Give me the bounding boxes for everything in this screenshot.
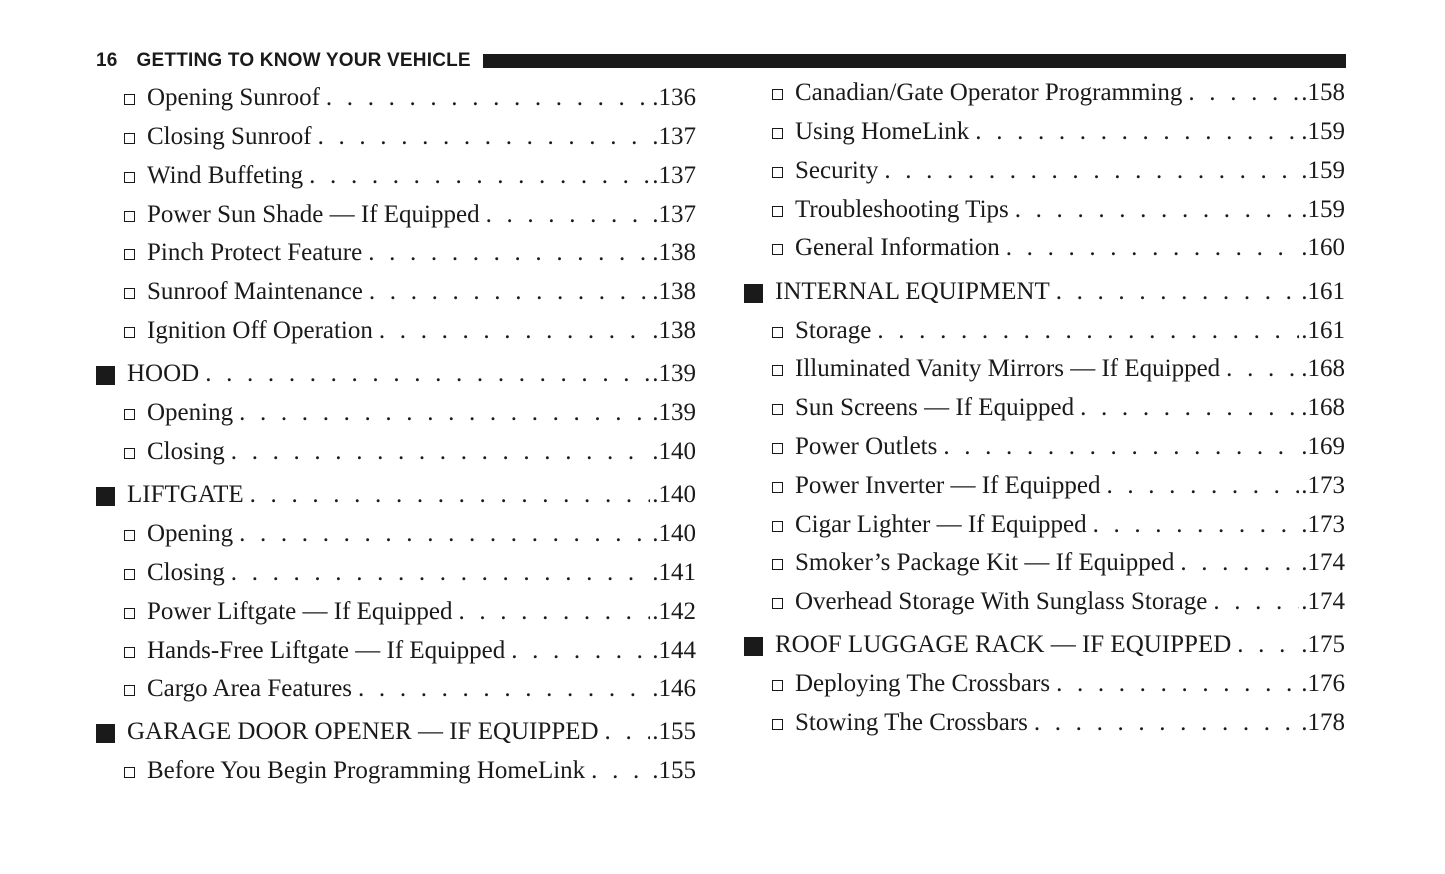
checkbox-bullet-icon xyxy=(772,719,783,730)
checkbox-bullet-icon xyxy=(124,249,135,260)
toc-entry[interactable] xyxy=(744,354,1345,384)
checkbox-bullet-icon xyxy=(124,569,135,580)
toc-entry-page: .159 xyxy=(1301,157,1345,184)
toc-entry-label: Storage xyxy=(795,317,872,344)
toc-section-page: .161 xyxy=(1301,278,1345,305)
toc-entry-label: Opening xyxy=(147,399,234,426)
toc-entry[interactable] xyxy=(96,597,696,627)
toc-section-label: INTERNAL EQUIPMENT xyxy=(775,278,1050,305)
checkbox-bullet-icon xyxy=(124,767,135,778)
checkbox-bullet-icon xyxy=(124,288,135,299)
toc-entry-page: .139 xyxy=(652,399,696,426)
toc-entry[interactable] xyxy=(96,200,696,230)
checkbox-bullet-icon xyxy=(124,685,135,696)
toc-section-page: .175 xyxy=(1301,631,1345,658)
toc-entry-page: .138 xyxy=(652,239,696,266)
page-header xyxy=(96,49,1346,73)
toc-entry-page: .173 xyxy=(1301,472,1345,499)
toc-entry-page: .138 xyxy=(652,278,696,305)
checkbox-bullet-icon xyxy=(124,172,135,183)
dot-leader xyxy=(1074,393,1299,423)
toc-entry-label: Sunroof Maintenance xyxy=(147,278,363,305)
toc-entry-page: .168 xyxy=(1301,394,1345,421)
toc-entry-page: .146 xyxy=(652,675,696,702)
toc-entry-page: .161 xyxy=(1301,317,1345,344)
checkbox-bullet-icon xyxy=(772,365,783,376)
toc-entry[interactable] xyxy=(744,432,1345,462)
toc-entry-label: Troubleshooting Tips xyxy=(795,196,1009,223)
page-number: 16 xyxy=(96,50,118,71)
checkbox-bullet-icon xyxy=(772,443,783,454)
checkbox-bullet-icon xyxy=(772,482,783,493)
toc-entry[interactable] xyxy=(96,636,696,666)
checkbox-bullet-icon xyxy=(124,133,135,144)
dot-leader xyxy=(969,117,1299,147)
dot-leader xyxy=(1028,708,1299,738)
toc-entry-label: Ignition Off Operation xyxy=(147,317,373,344)
toc-entry-label: Smoker’s Package Kit — If Equipped xyxy=(795,549,1175,576)
toc-entry[interactable] xyxy=(744,233,1345,263)
dot-leader xyxy=(362,238,650,268)
dot-leader xyxy=(244,480,651,510)
checkbox-bullet-icon xyxy=(772,327,783,338)
toc-section-label: HOOD xyxy=(127,360,200,387)
dot-leader xyxy=(363,277,650,307)
header-text xyxy=(96,50,471,72)
checkbox-bullet-icon xyxy=(772,404,783,415)
dot-leader xyxy=(373,316,650,346)
checkbox-bullet-icon xyxy=(124,608,135,619)
toc-entry-page: .173 xyxy=(1301,511,1345,538)
checkbox-bullet-icon xyxy=(124,530,135,541)
toc-entry-page: .174 xyxy=(1301,588,1345,615)
dot-leader xyxy=(937,432,1299,462)
toc-entry-page: .159 xyxy=(1301,196,1345,223)
toc-entry-label: Cigar Lighter — If Equipped xyxy=(795,511,1087,538)
checkbox-bullet-icon xyxy=(124,94,135,105)
toc-entry[interactable] xyxy=(96,122,696,152)
dot-leader xyxy=(480,200,651,230)
toc-entry[interactable] xyxy=(744,548,1345,578)
toc-entry-page: .168 xyxy=(1301,355,1345,382)
checkbox-bullet-icon xyxy=(124,327,135,338)
toc-section-heading[interactable] xyxy=(744,277,1345,307)
toc-entry-label: Power Outlets xyxy=(795,433,938,460)
toc-entry[interactable] xyxy=(96,277,696,307)
toc-entry-page: .169 xyxy=(1301,433,1345,460)
toc-section-page: .155 xyxy=(652,718,696,745)
toc-entry[interactable] xyxy=(744,708,1345,738)
toc-entry[interactable] xyxy=(96,238,696,268)
toc-entry-label: Power Sun Shade — If Equipped xyxy=(147,201,480,228)
dot-leader xyxy=(452,597,650,627)
checkbox-bullet-icon xyxy=(124,448,135,459)
toc-entry-page: .144 xyxy=(652,637,696,664)
dot-leader xyxy=(1100,471,1299,501)
toc-entry[interactable] xyxy=(744,510,1345,540)
toc-entry-label: Sun Screens — If Equipped xyxy=(795,394,1075,421)
toc-entry-page: .158 xyxy=(1301,79,1345,106)
toc-entry-label: Cargo Area Features xyxy=(147,675,353,702)
toc-entry[interactable] xyxy=(744,669,1345,699)
toc-entry-page: .136 xyxy=(652,84,696,111)
toc-entry-label: Hands-Free Liftgate — If Equipped xyxy=(147,637,506,664)
dot-leader xyxy=(1050,277,1300,307)
toc-entry[interactable] xyxy=(744,78,1345,108)
dot-leader xyxy=(303,161,650,191)
toc-entry-label: Illuminated Vanity Mirrors — If Equipped xyxy=(795,355,1221,382)
toc-entry[interactable] xyxy=(744,195,1345,225)
toc-section-heading[interactable] xyxy=(96,480,696,510)
toc-entry[interactable] xyxy=(744,587,1345,617)
toc-entry-page: .159 xyxy=(1301,118,1345,145)
toc-entry-page: .141 xyxy=(652,559,696,586)
toc-section-heading[interactable] xyxy=(96,717,696,747)
dot-leader xyxy=(878,156,1299,186)
toc-entry[interactable] xyxy=(96,519,696,549)
dot-leader xyxy=(1182,78,1299,108)
toc-entry-label: Before You Begin Programming HomeLink xyxy=(147,757,586,784)
toc-section-label: GARAGE DOOR OPENER — IF EQUIPPED xyxy=(127,718,599,745)
toc-entry[interactable] xyxy=(96,316,696,346)
toc-entry-label: Opening Sunroof xyxy=(147,84,320,111)
toc-entry[interactable] xyxy=(96,83,696,113)
toc-entry-page: .160 xyxy=(1301,234,1345,261)
square-bullet-icon xyxy=(744,637,763,656)
checkbox-bullet-icon xyxy=(772,521,783,532)
toc-entry-page: .140 xyxy=(652,520,696,547)
toc-section-page: .139 xyxy=(652,360,696,387)
toc-entry-label: Deploying The Crossbars xyxy=(795,670,1051,697)
dot-leader xyxy=(1207,587,1299,617)
header-rule xyxy=(483,54,1346,68)
square-bullet-icon xyxy=(96,366,115,385)
toc-entry[interactable] xyxy=(96,756,696,786)
toc-entry[interactable] xyxy=(96,558,696,588)
toc-entry-label: Overhead Storage With Sunglass Storage xyxy=(795,588,1208,615)
toc-section-heading[interactable] xyxy=(744,630,1345,660)
toc-entry-label: Closing xyxy=(147,559,225,586)
toc-entry[interactable] xyxy=(96,398,696,428)
dot-leader xyxy=(312,122,651,152)
toc-entry-label: Wind Buffeting xyxy=(147,162,304,189)
dot-leader xyxy=(1231,630,1299,660)
dot-leader xyxy=(1220,354,1299,384)
dot-leader xyxy=(1087,510,1300,540)
dot-leader xyxy=(352,674,650,704)
toc-entry[interactable] xyxy=(96,674,696,704)
square-bullet-icon xyxy=(744,284,763,303)
dot-leader xyxy=(199,359,650,389)
toc-entry-label: General Information xyxy=(795,234,1000,261)
checkbox-bullet-icon xyxy=(772,167,783,178)
dot-leader xyxy=(585,756,650,786)
dot-leader xyxy=(1174,548,1299,578)
toc-entry-page: .138 xyxy=(652,317,696,344)
dot-leader xyxy=(505,636,650,666)
dot-leader xyxy=(1009,195,1300,225)
checkbox-bullet-icon xyxy=(124,409,135,420)
toc-entry-page: .137 xyxy=(652,201,696,228)
toc-entry-page: .137 xyxy=(652,123,696,150)
dot-leader xyxy=(1050,669,1299,699)
checkbox-bullet-icon xyxy=(124,647,135,658)
checkbox-bullet-icon xyxy=(772,89,783,100)
checkbox-bullet-icon xyxy=(772,680,783,691)
toc-entry-label: Power Inverter — If Equipped xyxy=(795,472,1101,499)
toc-entry[interactable] xyxy=(744,117,1345,147)
toc-entry-page: .155 xyxy=(652,757,696,784)
toc-entry-label: Using HomeLink xyxy=(795,118,970,145)
toc-entry-label: Power Liftgate — If Equipped xyxy=(147,598,453,625)
toc-entry-page: .174 xyxy=(1301,549,1345,576)
checkbox-bullet-icon xyxy=(124,211,135,222)
dot-leader xyxy=(320,83,650,113)
chapter-title: GETTING TO KNOW YOUR VEHICLE xyxy=(136,50,471,71)
toc-entry-page: .142 xyxy=(652,598,696,625)
dot-leader xyxy=(871,316,1299,346)
toc-entry[interactable] xyxy=(744,471,1345,501)
toc-entry-label: Closing xyxy=(147,438,225,465)
toc-entry[interactable] xyxy=(744,156,1345,186)
checkbox-bullet-icon xyxy=(772,559,783,570)
toc-section-heading[interactable] xyxy=(96,359,696,389)
toc-entry-label: Security xyxy=(795,157,879,184)
toc-entry[interactable] xyxy=(96,161,696,191)
toc-entry-label: Stowing The Crossbars xyxy=(795,709,1028,736)
dot-leader xyxy=(233,398,650,428)
toc-entry[interactable] xyxy=(96,437,696,467)
checkbox-bullet-icon xyxy=(772,206,783,217)
toc-entry-page: .178 xyxy=(1301,709,1345,736)
dot-leader xyxy=(233,519,650,549)
toc-entry-page: .140 xyxy=(652,438,696,465)
toc-section-label: ROOF LUGGAGE RACK — IF EQUIPPED xyxy=(775,631,1232,658)
checkbox-bullet-icon xyxy=(772,598,783,609)
checkbox-bullet-icon xyxy=(772,244,783,255)
toc-entry-label: Closing Sunroof xyxy=(147,123,312,150)
toc-entry[interactable] xyxy=(744,316,1345,346)
toc-section-label: LIFTGATE xyxy=(127,481,244,508)
checkbox-bullet-icon xyxy=(772,128,783,139)
dot-leader xyxy=(225,558,650,588)
toc-entry-label: Canadian/Gate Operator Programming xyxy=(795,79,1183,106)
dot-leader xyxy=(1000,233,1299,263)
square-bullet-icon xyxy=(96,487,115,506)
toc-entry-page: .137 xyxy=(652,162,696,189)
toc-section-page: .140 xyxy=(652,481,696,508)
dot-leader xyxy=(599,717,651,747)
square-bullet-icon xyxy=(96,724,115,743)
toc-entry-label: Pinch Protect Feature xyxy=(147,239,363,266)
toc-entry[interactable] xyxy=(744,393,1345,423)
toc-entry-page: .176 xyxy=(1301,670,1345,697)
toc-entry-label: Opening xyxy=(147,520,234,547)
dot-leader xyxy=(225,437,650,467)
